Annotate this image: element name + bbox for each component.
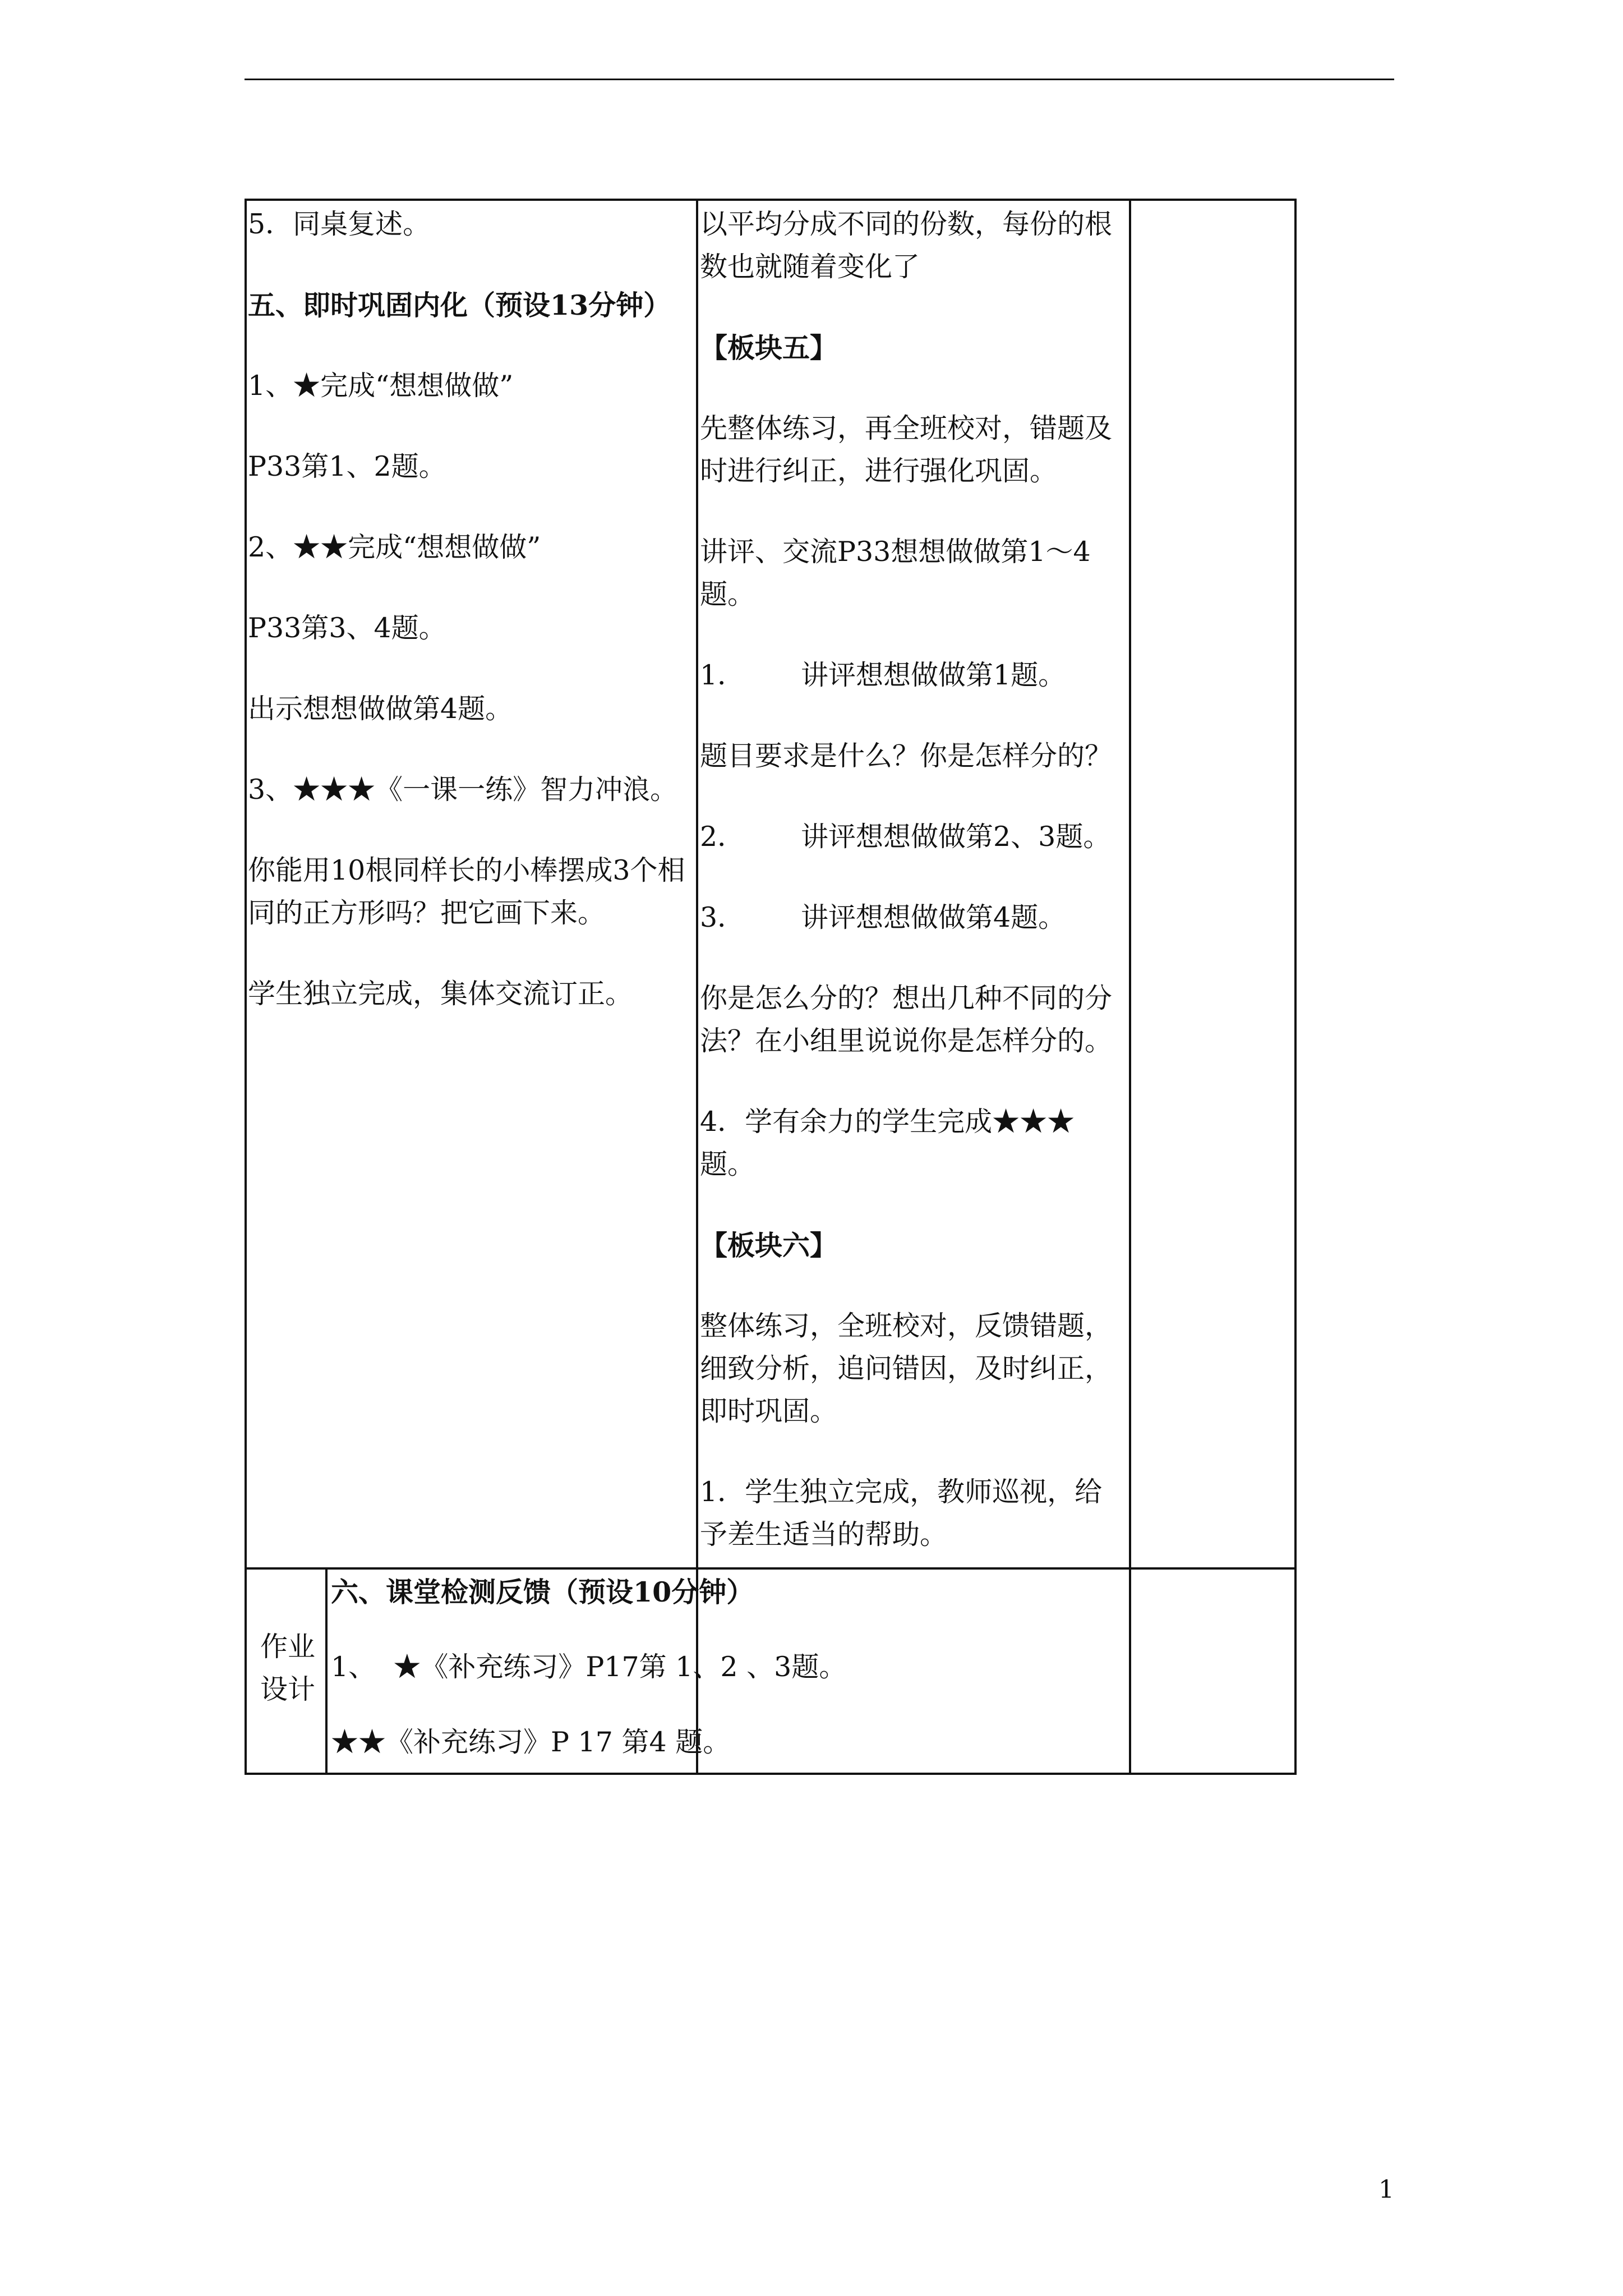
mid-p7: 2． 讲评想想做做第2、3题。	[700, 821, 1111, 853]
page-number: 1	[1378, 2175, 1394, 2204]
homework-line-1: 1、 ★《补充练习》P17第 1、2 、3题。	[331, 1651, 847, 1683]
col-divider-1	[696, 199, 698, 1567]
left-p9: 你能用10根同样长的小棒摆成3个相同的正方形吗？把它画下来。	[248, 854, 685, 929]
mid-p4: 讲评、交流P33想想做做第1～4题。	[700, 536, 1091, 610]
mid-p8: 3． 讲评想想做做第4题。	[700, 901, 1066, 933]
header-rule	[245, 79, 1394, 80]
mid-p12: 整体练习，全班校对，反馈错题，细致分析，追问错因，及时纠正，即时巩固。	[700, 1310, 1113, 1427]
left-p7: 出示想想做做第4题。	[248, 693, 513, 725]
block-five-heading: 【板块五】	[700, 332, 838, 364]
section-six-heading: 六、课堂检测反馈（预设10分钟）	[331, 1576, 754, 1608]
left-p6: P33第3、4题。	[248, 612, 446, 644]
mid-p1: 以平均分成不同的份数，每份的根数也就随着变化了	[700, 208, 1113, 283]
col-divider-2	[1129, 199, 1131, 1775]
left-p8: 3、★★★《一课一练》智力冲浪。	[248, 774, 678, 806]
left-p10: 学生独立完成，集体交流订正。	[248, 978, 633, 1010]
mid-p6: 题目要求是什么？你是怎样分的？	[700, 740, 1113, 772]
left-p5: 2、★★完成“想想做做”	[248, 531, 541, 563]
homework-label: 作业设计	[260, 1631, 315, 1705]
homework-line-2: ★★《补充练习》P 17 第4 题。	[331, 1726, 731, 1758]
mid-p13: 1．学生独立完成，教师巡视，给予差生适当的帮助。	[700, 1476, 1103, 1550]
mid-p5: 1． 讲评想想做做第1题。	[700, 659, 1066, 691]
middle-column	[700, 203, 1126, 1594]
mid-p10: 4．学有余力的学生完成★★★题。	[700, 1106, 1075, 1180]
left-p3: 1、★完成“想想做做”	[248, 370, 514, 402]
homework-content	[331, 1571, 1116, 1802]
left-column	[248, 203, 691, 1053]
label-divider	[325, 1567, 328, 1775]
mid-p3: 先整体练习，再全班校对，错题及时进行纠正，进行强化巩固。	[700, 412, 1113, 487]
section-five-heading: 五、即时巩固内化（预设13分钟）	[248, 289, 671, 321]
mid-p9: 你是怎么分的？想出几种不同的分法？在小组里说说你是怎样分的。	[700, 982, 1113, 1057]
left-p1: 5．同桌复述。	[248, 208, 431, 240]
block-six-heading: 【板块六】	[700, 1229, 838, 1262]
left-p4: P33第1、2题。	[248, 450, 446, 482]
